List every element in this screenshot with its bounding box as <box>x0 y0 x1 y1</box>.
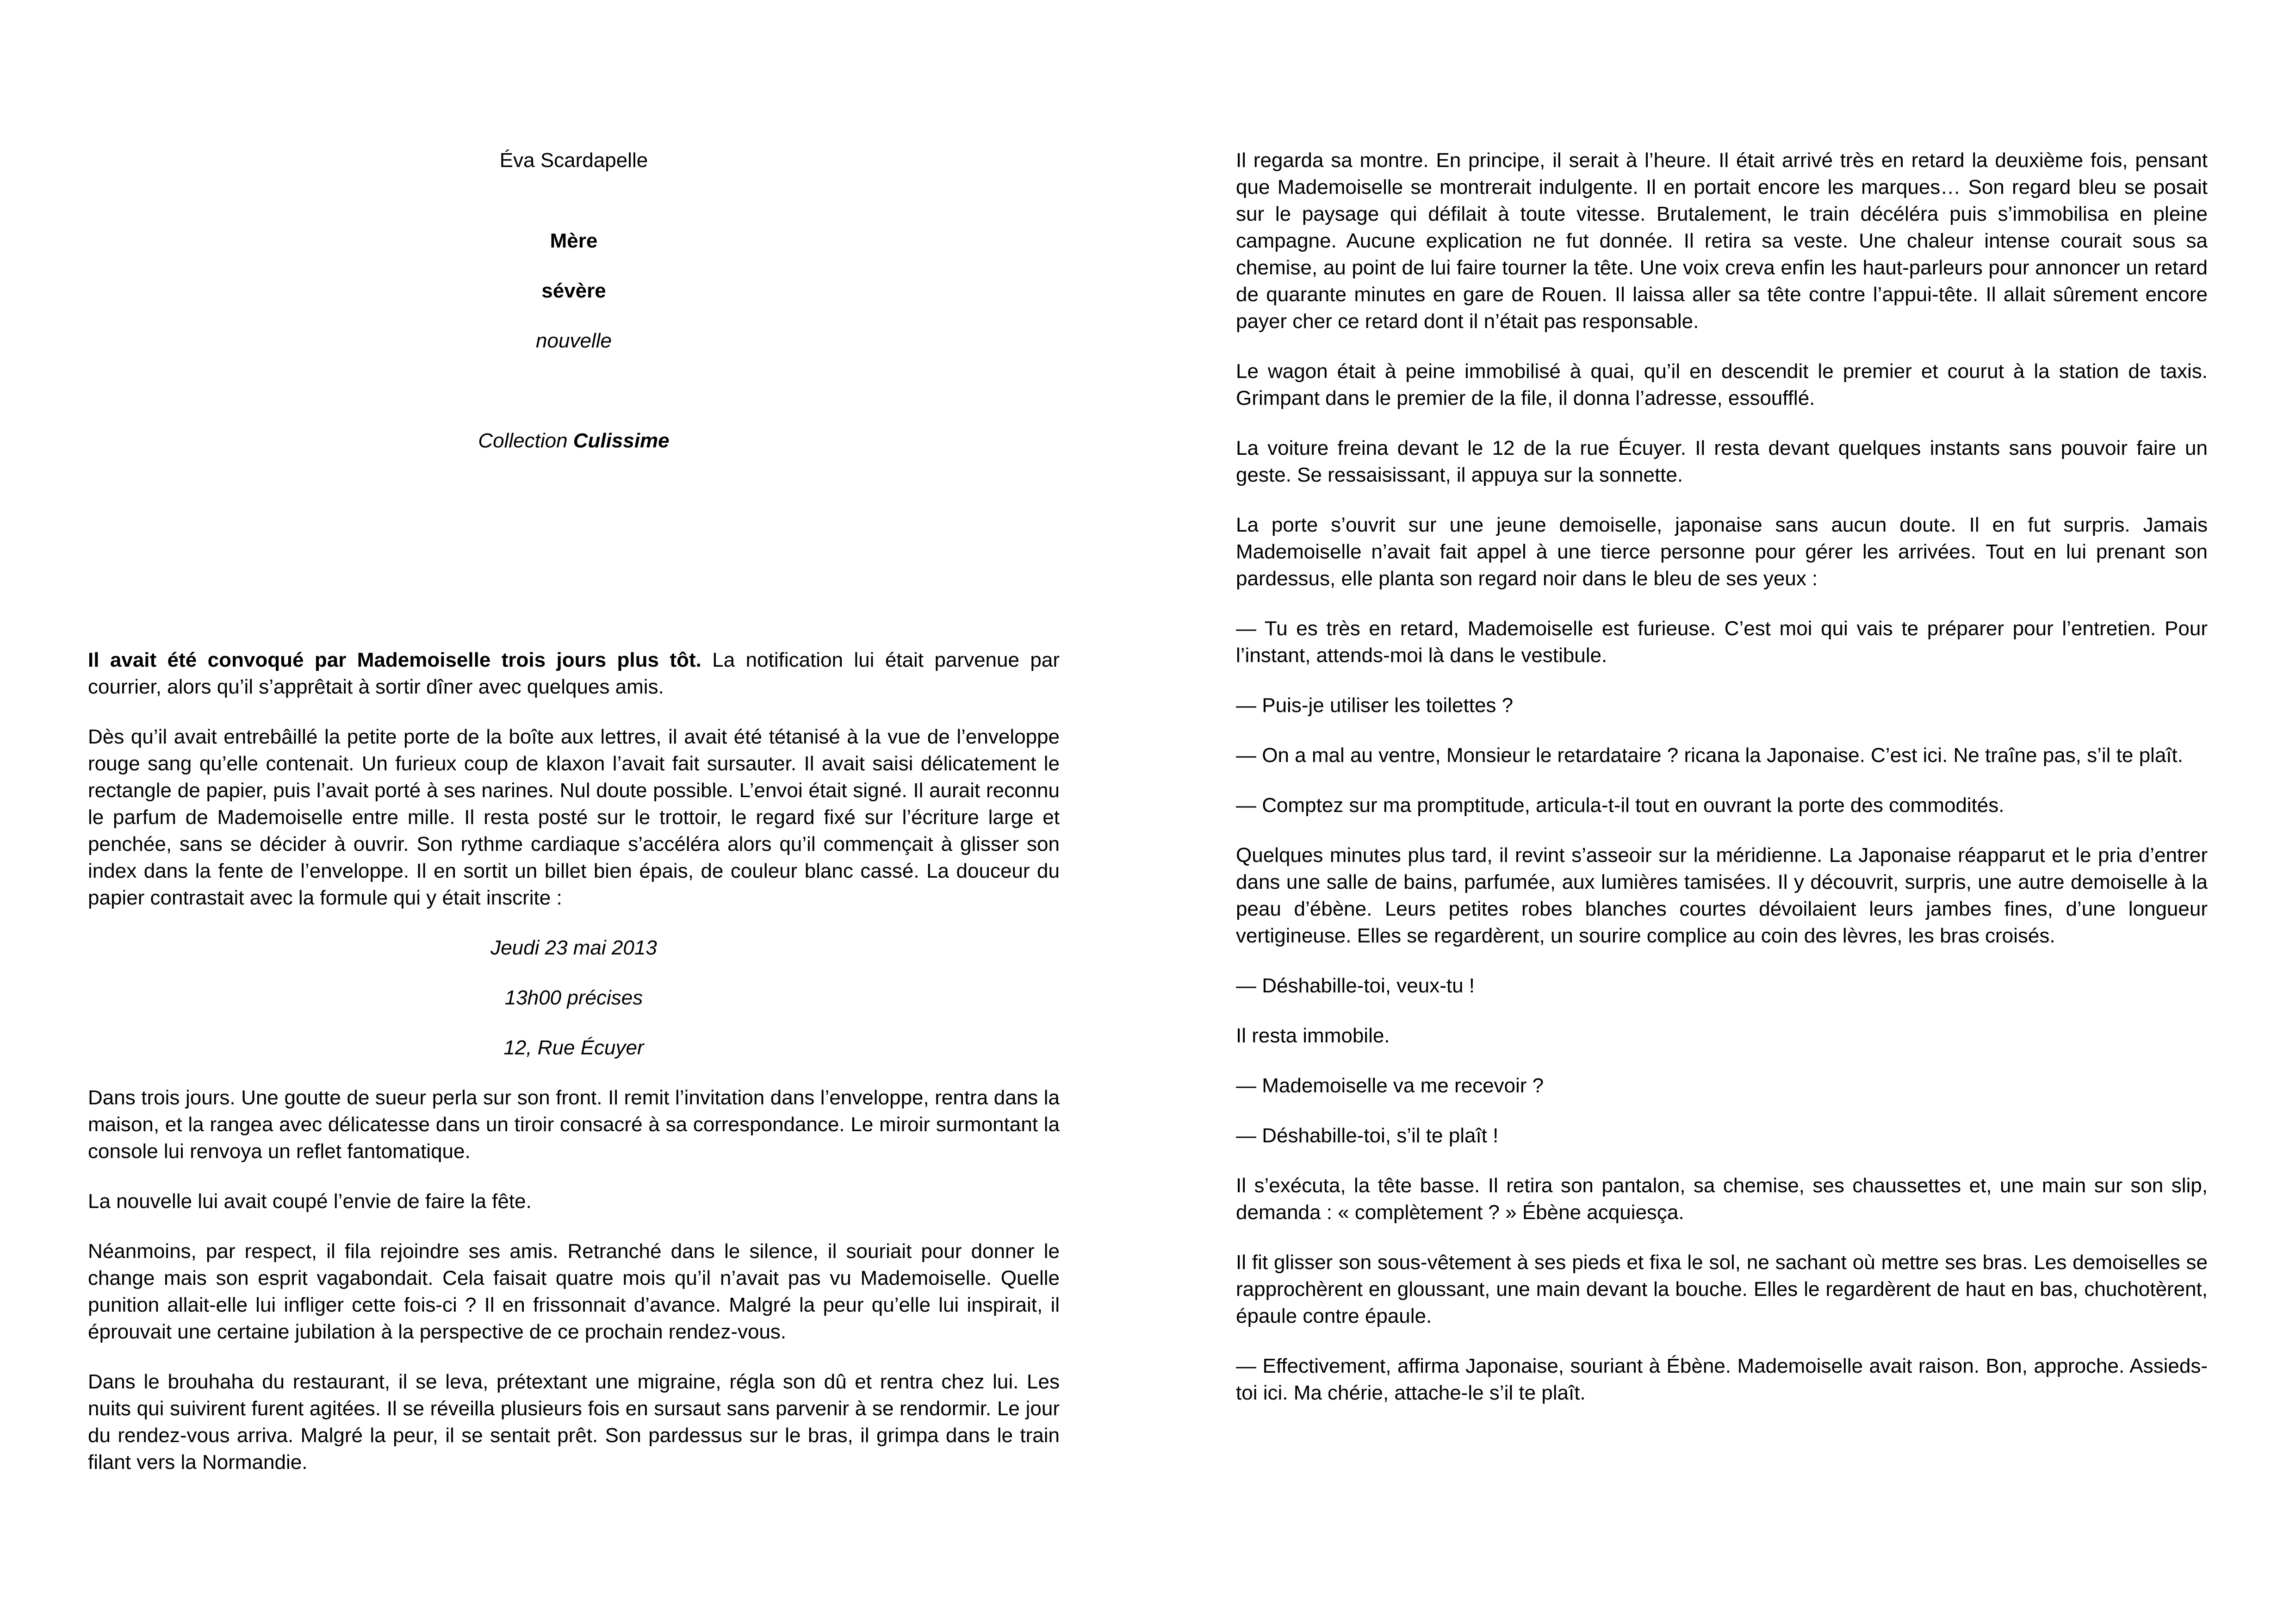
right-page <box>1148 0 2296 1623</box>
lead-sentence: Il avait été convoqué par Mademoiselle trois jours plus tôt. <box>88 649 701 671</box>
title-line-1: Mère <box>550 229 598 252</box>
paragraph: Il resta immobile. <box>1236 1024 1390 1047</box>
collection-name: Culissime <box>573 429 670 452</box>
dialogue-line: — Comptez sur ma promptitude, articula-t-il tout en ouvrant la porte des commodités. <box>1236 794 2004 817</box>
paragraph: Dans le brouhaha du restaurant, il se leva, prétextant une migraine, régla son dû et rentra chez lui. Les nuits qui suivirent furent agitées. Il se réveilla plusieurs fois en sursaut sans parvenir à se rendormir. Le jour du rendez-vous arriva. Malgré la peur, il se sentait prêt. Son pardessus sur le bras, il grimpa dans le train filant vers la Normandie. <box>88 1370 1060 1474</box>
lead-rest: La notification lui était parvenue par courrier, alors qu’il s’apprêtait à sortir dîner avec quelques amis. <box>88 649 1060 698</box>
invitation-time: 13h00 précises <box>504 986 643 1009</box>
paragraph: La nouvelle lui avait coupé l’envie de faire la fête. <box>88 1190 532 1213</box>
dialogue-line: — Tu es très en retard, Mademoiselle est furieuse. C’est moi qui vais te préparer pour l’entretien. Pour l’instant, attends-moi là dans le vestibule. <box>1236 617 2208 667</box>
dialogue-line: — On a mal au ventre, Monsieur le retardataire ? ricana la Japonaise. C’est ici. Ne traîne pas, s’il te plaît. <box>1236 744 2183 767</box>
collection-prefix: Collection <box>478 429 573 452</box>
dialogue-line: — Puis-je utiliser les toilettes ? <box>1236 694 1514 717</box>
left-body-text <box>88 647 1060 1499</box>
genre-label: nouvelle <box>536 329 612 352</box>
paragraph: Le wagon était à peine immobilisé à quai, qu’il en descendit le premier et courut à la station de taxis. Grimpant dans le premier de la file, il donna l’adresse, essoufflé. <box>1236 360 2208 409</box>
paragraph: La voiture freina devant le 12 de la rue Écuyer. Il resta devant quelques instants sans pouvoir faire un geste. Se ressaisissant, il appuya sur la sonnette. <box>1236 437 2208 486</box>
dialogue-line: — Effectivement, affirma Japonaise, souriant à Ébène. Mademoiselle avait raison. Bon, approche. Assieds-toi ici. Ma chérie, attache-le s’il te plaît. <box>1236 1355 2208 1404</box>
title-block <box>88 147 1060 477</box>
paragraph: Il fit glisser son sous-vêtement à ses pieds et fixa le sol, ne sachant où mettre ses bras. Les demoiselles se rapprochèrent en gloussant, une main devant la bouche. Elles le regardèrent de haut en bas, chuchotèrent, épaule contre épaule. <box>1236 1251 2208 1327</box>
invitation-date: Jeudi 23 mai 2013 <box>490 936 657 959</box>
author-name: Éva Scardapelle <box>499 149 648 172</box>
dialogue-line: — Mademoiselle va me recevoir ? <box>1236 1074 1544 1097</box>
paragraph: Dans trois jours. Une goutte de sueur perla sur son front. Il remit l’invitation dans l’enveloppe, rentra dans la maison, et la rangea avec délicatesse dans un tiroir consacré à sa correspondance. Le miroir surmontant la console lui renvoya un reflet fantomatique. <box>88 1086 1060 1163</box>
paragraph: Il regarda sa montre. En principe, il serait à l’heure. Il était arrivé très en retard la deuxième fois, pensant que Mademoiselle se montrerait indulgente. Il en portait encore les marques… Son regard bleu se posait sur le paysage qui défilait à toute vitesse. Brutalement, le train décéléra puis s’immobilisa en pleine campagne. Aucune explication ne fut donnée. Il retira sa veste. Une chaleur intense courait sous sa chemise, au point de lui faire tourner la tête. Une voix creva enfin les haut-parleurs pour annoncer un retard de quarante minutes en gare de Rouen. Il laissa aller sa tête contre l’appui-tête. Il allait sûrement encore payer cher ce retard dont il n’était pas responsable. <box>1236 149 2208 333</box>
paragraph <box>88 647 1060 700</box>
collection-label <box>88 427 1060 454</box>
paragraph: Quelques minutes plus tard, il revint s’asseoir sur la méridienne. La Japonaise réapparut et le pria d’entrer dans une salle de bains, parfumée, aux lumières tamisées. Il y découvrit, surpris, une autre demoiselle à la peau d’ébène. Leurs petites robes blanches courtes dévoilaient leurs jambes fines, d’une longueur vertigineuse. Elles se regardèrent, un sourire complice au coin des lèvres, les bras croisés. <box>1236 844 2208 947</box>
dialogue-line: — Déshabille-toi, veux-tu ! <box>1236 974 1475 997</box>
paragraph: La porte s’ouvrit sur une jeune demoiselle, japonaise sans aucun doute. Il en fut surpris. Jamais Mademoiselle n’avait fait appel à une tierce personne pour gérer les arrivées. Tout en lui prenant son pardessus, elle planta son regard noir dans le bleu de ses yeux : <box>1236 514 2208 590</box>
dialogue-line: — Déshabille-toi, s’il te plaît ! <box>1236 1124 1499 1147</box>
paragraph: Néanmoins, par respect, il fila rejoindre ses amis. Retranché dans le silence, il souriait pour donner le change mais son esprit vagabondait. Cela faisait quatre mois qu’il n’avait pas vu Mademoiselle. Quelle punition allait-elle lui infliger cette fois-ci ? Il en frissonnait d’avance. Malgré la peur qu’elle lui inspirait, il éprouvait une certaine jubilation à la perspective de ce prochain rendez-vous. <box>88 1240 1060 1343</box>
right-body-text <box>1236 147 2208 1430</box>
invitation-address: 12, Rue Écuyer <box>503 1036 644 1059</box>
title-line-2: sévère <box>541 279 606 302</box>
paragraph: Dès qu’il avait entrebâillé la petite porte de la boîte aux lettres, il avait été tétanisé à la vue de l’enveloppe rouge sang qu’elle contenait. Un furieux coup de klaxon l’avait fait sursauter. Il avait saisi délicatement le rectangle de papier, puis l’avait porté à ses narines. Nul doute possible. L’envoi était signé. Il aurait reconnu le parfum de Mademoiselle entre mille. Il resta posté sur le trottoir, le regard fixé sur l’écriture large et penchée, sans se décider à ouvrir. Son rythme cardiaque s’accéléra alors qu’il commençait à glisser son index dans la fente de l’enveloppe. Il en sortit un billet bien épais, de couleur blanc cassé. La douceur du papier contrastait avec la formule qui y était inscrite : <box>88 725 1060 909</box>
paragraph: Il s’exécuta, la tête basse. Il retira son pantalon, sa chemise, ses chaussettes et, une main sur son slip, demanda : « complètement ? » Ébène acquiesça. <box>1236 1174 2208 1224</box>
